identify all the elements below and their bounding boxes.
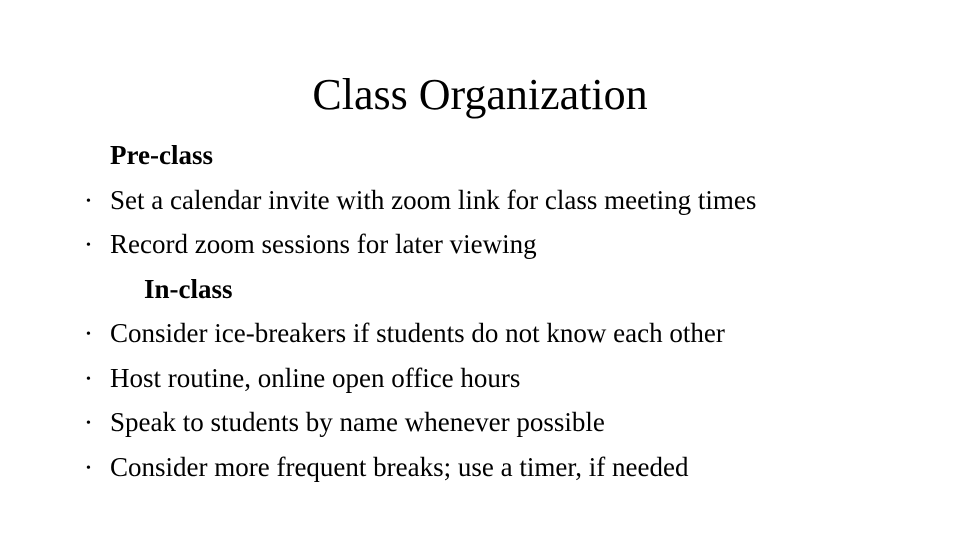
section-heading-label: In-class bbox=[144, 273, 233, 304]
list-item-text: Speak to students by name whenever possible bbox=[110, 407, 605, 437]
bullet-icon: • bbox=[86, 460, 91, 476]
content-list bbox=[0, 133, 960, 489]
list-item bbox=[0, 356, 960, 401]
bullet-icon: • bbox=[86, 193, 91, 209]
section-heading-label: Pre-class bbox=[110, 140, 213, 170]
list-item-text: Host routine, online open office hours bbox=[110, 362, 521, 393]
bullet-icon: • bbox=[86, 416, 91, 431]
bullet-icon: • bbox=[86, 327, 91, 342]
bullet-icon: • bbox=[86, 238, 91, 253]
list-item bbox=[0, 222, 960, 267]
list-item bbox=[0, 445, 960, 490]
slide-title: Class Organization bbox=[312, 70, 648, 119]
section-heading-pre-class bbox=[0, 133, 960, 178]
list-item bbox=[0, 178, 960, 223]
section-heading-in-class bbox=[0, 267, 960, 312]
list-item bbox=[0, 311, 960, 356]
list-item-text: Consider more frequent breaks; use a timer, if needed bbox=[110, 451, 689, 482]
list-item bbox=[0, 400, 960, 445]
list-item-text: Set a calendar invite with zoom link for class meeting times bbox=[110, 184, 757, 215]
list-item-text: Consider ice-breakers if students do not know each other bbox=[110, 318, 725, 348]
bullet-icon: • bbox=[86, 371, 91, 387]
list-item-text: Record zoom sessions for later viewing bbox=[110, 229, 537, 259]
